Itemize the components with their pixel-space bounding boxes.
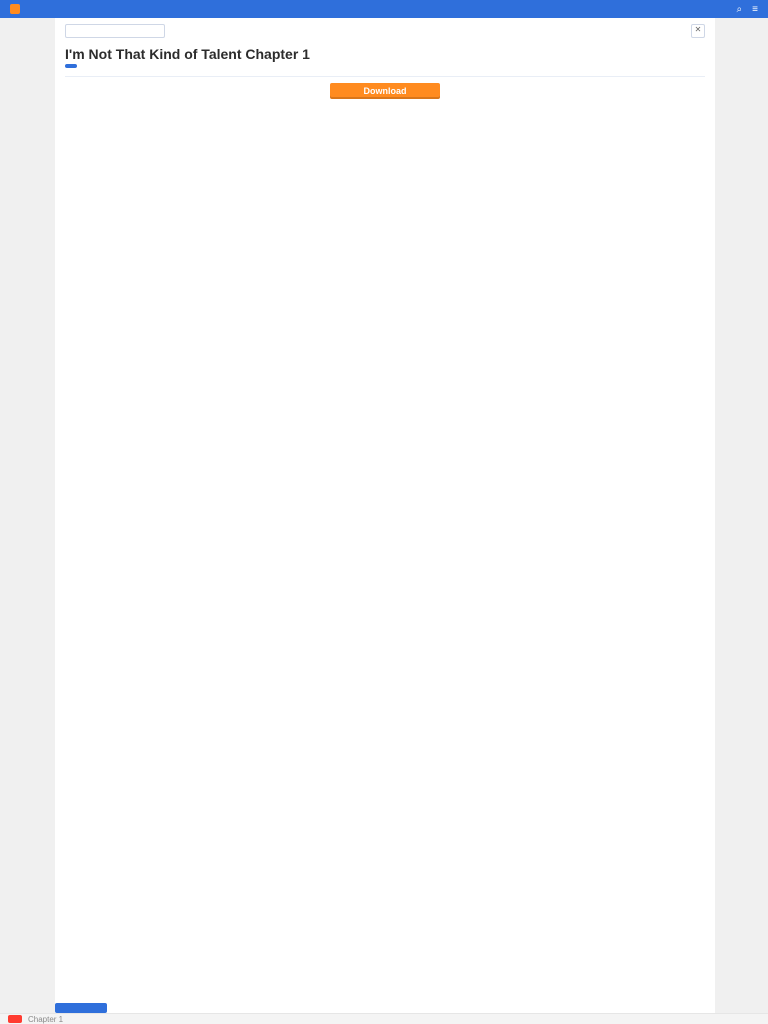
chapter-content (65, 109, 695, 979)
bottom-left-badge[interactable] (55, 1003, 107, 1013)
bottom-label[interactable]: Chapter 1 (28, 1014, 64, 1024)
divider (65, 76, 705, 77)
search-button[interactable]: ✕ (691, 24, 705, 38)
site-brand[interactable] (10, 4, 26, 14)
bottom-bar (0, 1013, 768, 1024)
top-nav-bar (0, 0, 768, 18)
reader-page (55, 18, 715, 1018)
page-title: I'm Not That Kind of Talent Chapter 1 (65, 46, 310, 62)
menu-icon[interactable]: ≡ (752, 3, 758, 15)
site-logo-icon (10, 4, 20, 14)
search-icon[interactable]: ⌕ (736, 3, 743, 15)
download-button[interactable]: Download (330, 83, 440, 99)
meta-row (65, 64, 705, 68)
promo-row (65, 83, 705, 99)
search-row (65, 24, 705, 38)
search-input[interactable] (65, 24, 165, 38)
bottom-tag (8, 1015, 22, 1023)
chapter-pill[interactable] (65, 64, 77, 68)
top-right-icons (737, 4, 758, 15)
